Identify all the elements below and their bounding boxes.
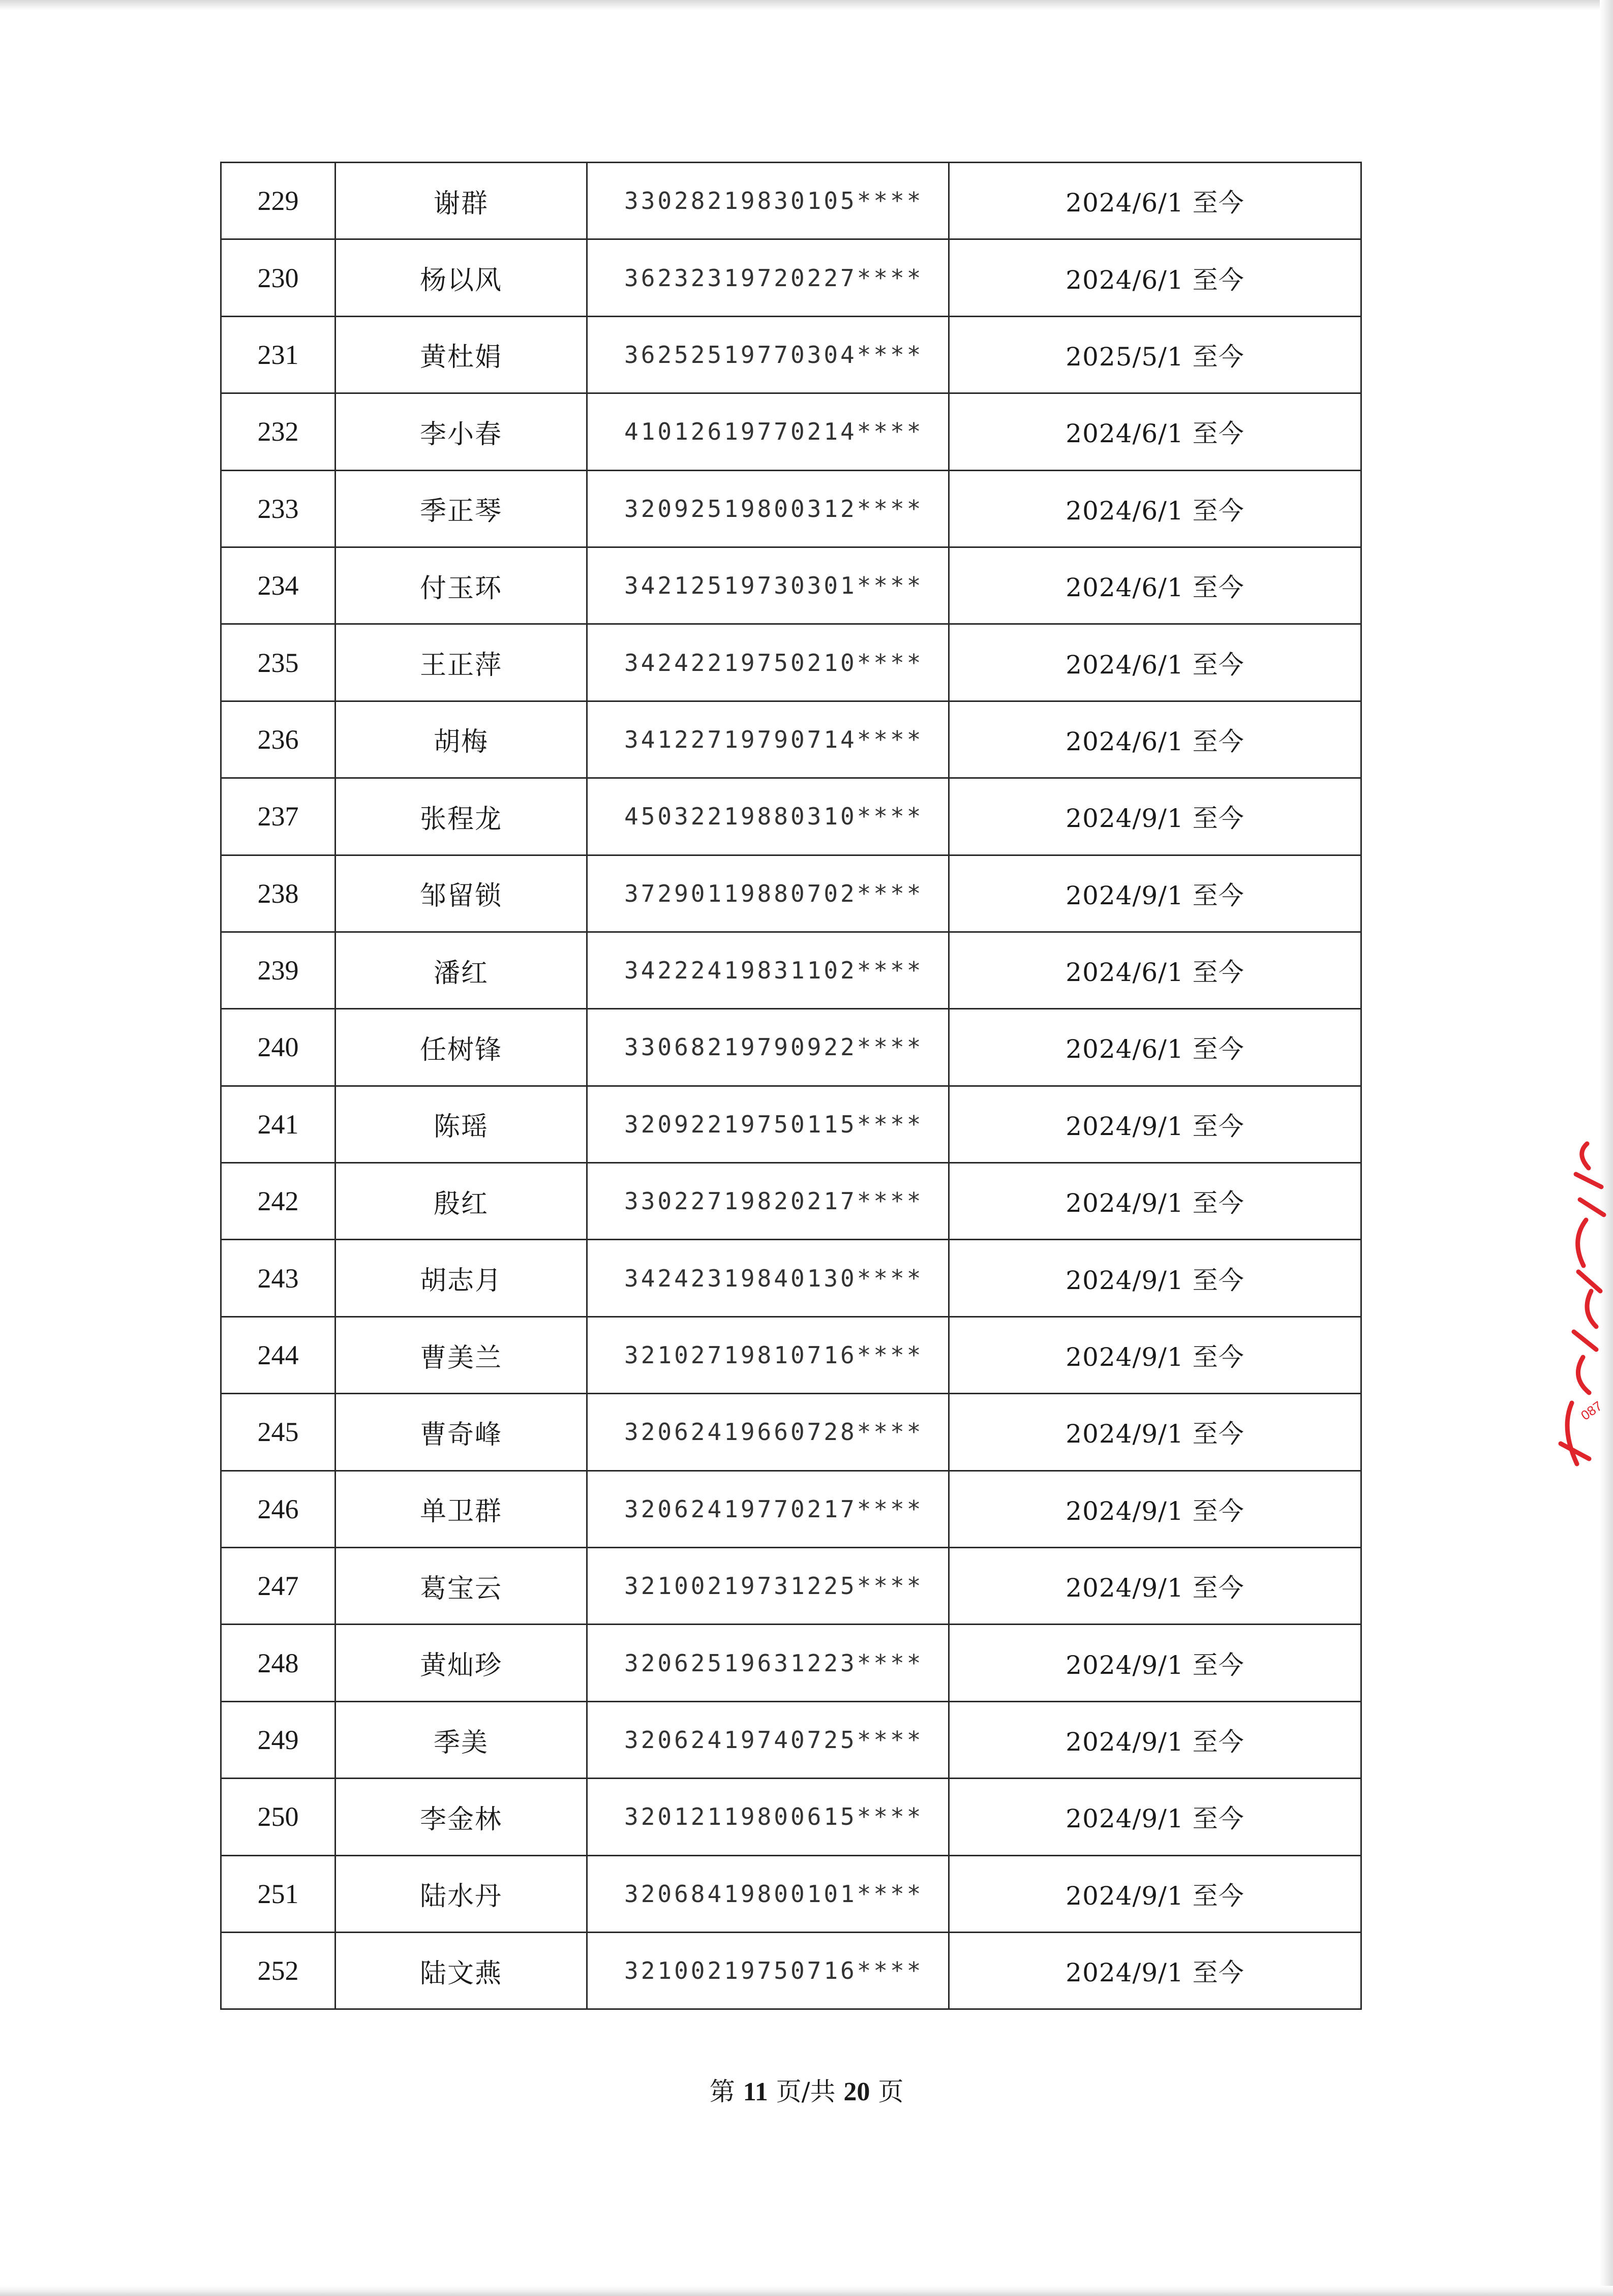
table-row [222, 1472, 1362, 1548]
table-row [222, 1318, 1362, 1394]
name-cell: 张程龙 [336, 779, 588, 855]
date-cell: 2024/9/1 至今 [950, 1933, 1362, 2010]
name-cell: 李金林 [336, 1779, 588, 1856]
page-footer [0, 2071, 1613, 2108]
table-row [222, 394, 1362, 471]
id-number-cell: 32012119800615**** [588, 1779, 950, 1856]
row-number-cell: 248 [222, 1625, 336, 1702]
id-number-cell: 33068219790922**** [588, 1009, 950, 1086]
id-number-cell: 34222419831102**** [588, 933, 950, 1009]
table-row [222, 702, 1362, 779]
name-cell: 付玉环 [336, 548, 588, 625]
red-seal-stamp [1540, 1139, 1606, 1469]
id-number-cell: 37290119880702**** [588, 856, 950, 933]
date-cell: 2024/9/1 至今 [950, 1394, 1362, 1471]
date-cell: 2024/9/1 至今 [950, 1164, 1362, 1240]
id-number-cell: 33028219830105**** [588, 163, 950, 240]
id-number-cell: 32092519800312**** [588, 471, 950, 548]
table-row [222, 779, 1362, 855]
id-number-cell: 36232319720227**** [588, 240, 950, 317]
name-cell: 胡志月 [336, 1240, 588, 1317]
id-number-cell: 32092219750115**** [588, 1087, 950, 1164]
name-cell: 李小春 [336, 394, 588, 471]
row-number-cell: 244 [222, 1318, 336, 1394]
row-number-cell: 241 [222, 1087, 336, 1164]
date-cell: 2024/9/1 至今 [950, 1548, 1362, 1625]
date-cell: 2024/6/1 至今 [950, 394, 1362, 471]
id-number-cell: 32100219731225**** [588, 1548, 950, 1625]
name-cell: 任树锋 [336, 1009, 588, 1086]
footer-middle: 页/共 [776, 2077, 836, 2106]
id-number-cell: 41012619770214**** [588, 394, 950, 471]
id-number-cell: 34212519730301**** [588, 548, 950, 625]
id-number-cell: 34242219750210**** [588, 625, 950, 701]
id-number-cell: 32062419770217**** [588, 1472, 950, 1548]
name-cell: 王正萍 [336, 625, 588, 701]
row-number-cell: 236 [222, 702, 336, 779]
row-number-cell: 232 [222, 394, 336, 471]
date-cell: 2024/6/1 至今 [950, 1009, 1362, 1086]
name-cell: 陈瑶 [336, 1087, 588, 1164]
table-row [222, 1009, 1362, 1086]
id-number-cell: 32062419740725**** [588, 1702, 950, 1779]
name-cell: 邹留锁 [336, 856, 588, 933]
date-cell: 2024/6/1 至今 [950, 471, 1362, 548]
table-row [222, 1548, 1362, 1625]
id-number-cell: 32062419660728**** [588, 1394, 950, 1471]
name-cell: 胡梅 [336, 702, 588, 779]
date-cell: 2024/6/1 至今 [950, 163, 1362, 240]
row-number-cell: 242 [222, 1164, 336, 1240]
name-cell: 黄灿珍 [336, 1625, 588, 1702]
row-number-cell: 252 [222, 1933, 336, 2010]
date-cell: 2024/9/1 至今 [950, 1087, 1362, 1164]
personnel-table [220, 162, 1362, 2010]
name-cell: 谢群 [336, 163, 588, 240]
id-number-cell: 34122719790714**** [588, 702, 950, 779]
id-number-cell: 33022719820217**** [588, 1164, 950, 1240]
name-cell: 杨以风 [336, 240, 588, 317]
row-number-cell: 230 [222, 240, 336, 317]
table-row [222, 1779, 1362, 1856]
table-row [222, 1933, 1362, 2010]
name-cell: 季美 [336, 1702, 588, 1779]
id-number-cell: 32062519631223**** [588, 1625, 950, 1702]
date-cell: 2024/9/1 至今 [950, 1779, 1362, 1856]
date-cell: 2024/9/1 至今 [950, 1318, 1362, 1394]
row-number-cell: 233 [222, 471, 336, 548]
row-number-cell: 238 [222, 856, 336, 933]
row-number-cell: 249 [222, 1702, 336, 1779]
date-cell: 2024/9/1 至今 [950, 856, 1362, 933]
footer-prefix: 第 [709, 2077, 735, 2106]
date-cell: 2024/9/1 至今 [950, 1240, 1362, 1317]
name-cell: 曹美兰 [336, 1318, 588, 1394]
id-number-cell: 32102719810716**** [588, 1318, 950, 1394]
row-number-cell: 240 [222, 1009, 336, 1086]
footer-current-page: 11 [743, 2077, 768, 2106]
id-number-cell: 45032219880310**** [588, 779, 950, 855]
row-number-cell: 231 [222, 317, 336, 394]
table-row [222, 1856, 1362, 1933]
table-row [222, 1240, 1362, 1317]
id-number-cell: 34242319840130**** [588, 1240, 950, 1317]
row-number-cell: 234 [222, 548, 336, 625]
date-cell: 2024/6/1 至今 [950, 933, 1362, 1009]
date-cell: 2024/9/1 至今 [950, 1702, 1362, 1779]
date-cell: 2024/6/1 至今 [950, 240, 1362, 317]
name-cell: 潘红 [336, 933, 588, 1009]
row-number-cell: 235 [222, 625, 336, 701]
name-cell: 陆文燕 [336, 1933, 588, 2010]
seal-number: 087 [1578, 1398, 1605, 1423]
date-cell: 2024/9/1 至今 [950, 1472, 1362, 1548]
name-cell: 黄杜娟 [336, 317, 588, 394]
date-cell: 2024/9/1 至今 [950, 1856, 1362, 1933]
footer-total-pages: 20 [843, 2077, 870, 2106]
name-cell: 季正琴 [336, 471, 588, 548]
name-cell: 葛宝云 [336, 1548, 588, 1625]
date-cell: 2024/6/1 至今 [950, 625, 1362, 701]
name-cell: 陆水丹 [336, 1856, 588, 1933]
row-number-cell: 251 [222, 1856, 336, 1933]
table-row [222, 933, 1362, 1009]
id-number-cell: 32068419800101**** [588, 1856, 950, 1933]
scan-edge-top [0, 0, 1613, 10]
table-row [222, 317, 1362, 394]
row-number-cell: 245 [222, 1394, 336, 1471]
row-number-cell: 243 [222, 1240, 336, 1317]
table-row [222, 625, 1362, 701]
table-row [222, 856, 1362, 933]
table-row [222, 1702, 1362, 1779]
scan-edge-bottom [0, 2286, 1613, 2296]
table-row [222, 163, 1362, 240]
table-row [222, 1625, 1362, 1702]
id-number-cell: 36252519770304**** [588, 317, 950, 394]
date-cell: 2024/9/1 至今 [950, 779, 1362, 855]
footer-suffix: 页 [878, 2077, 904, 2106]
row-number-cell: 229 [222, 163, 336, 240]
name-cell: 殷红 [336, 1164, 588, 1240]
date-cell: 2024/6/1 至今 [950, 702, 1362, 779]
table-row [222, 548, 1362, 625]
id-number-cell: 32100219750716**** [588, 1933, 950, 2010]
row-number-cell: 239 [222, 933, 336, 1009]
name-cell: 单卫群 [336, 1472, 588, 1548]
table-row [222, 1087, 1362, 1164]
date-cell: 2025/5/1 至今 [950, 317, 1362, 394]
row-number-cell: 237 [222, 779, 336, 855]
row-number-cell: 246 [222, 1472, 336, 1548]
row-number-cell: 247 [222, 1548, 336, 1625]
table-row [222, 1394, 1362, 1471]
date-cell: 2024/9/1 至今 [950, 1625, 1362, 1702]
date-cell: 2024/6/1 至今 [950, 548, 1362, 625]
name-cell: 曹奇峰 [336, 1394, 588, 1471]
table-row [222, 240, 1362, 317]
row-number-cell: 250 [222, 1779, 336, 1856]
table-row [222, 1164, 1362, 1240]
table-row [222, 471, 1362, 548]
